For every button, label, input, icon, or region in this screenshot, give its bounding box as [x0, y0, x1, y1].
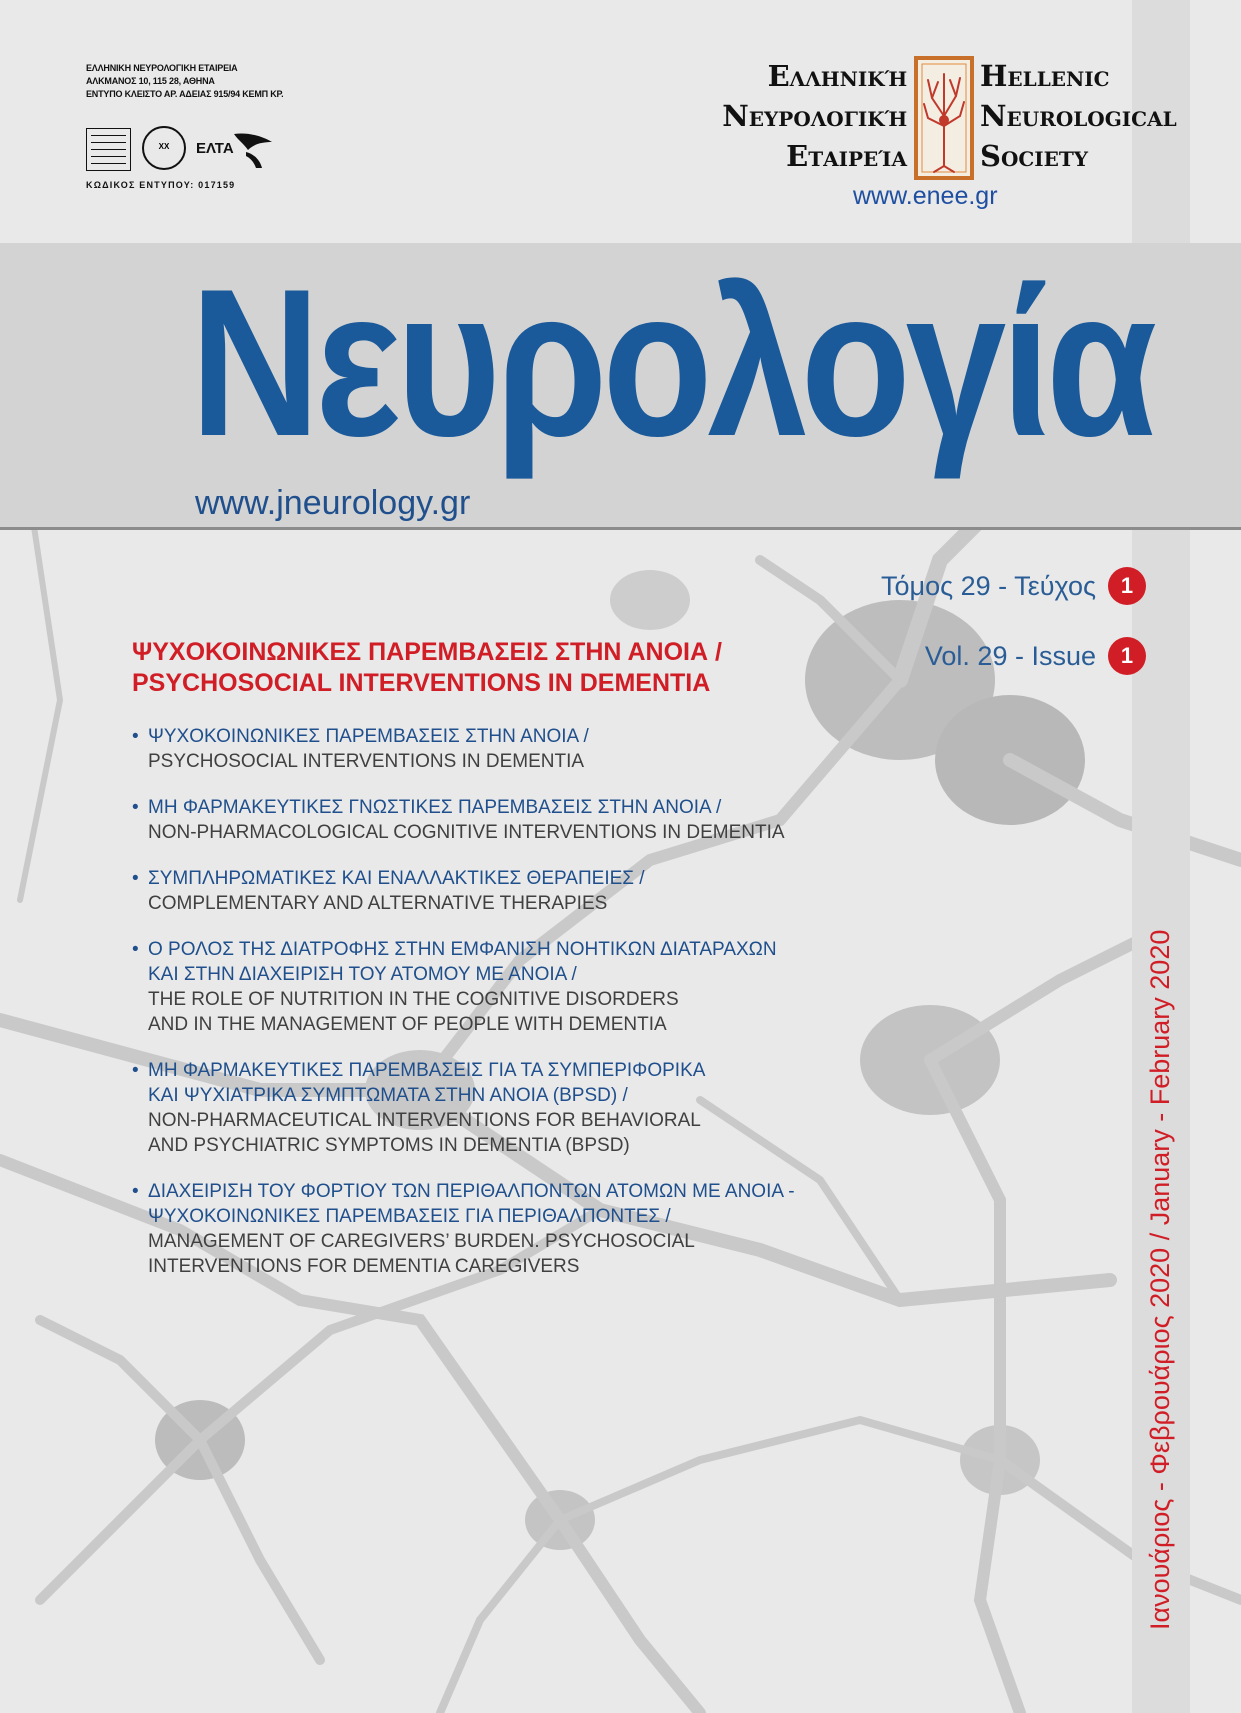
headline-english: PSYCHOSOCIAL INTERVENTIONS IN DEMENTIA [132, 669, 711, 697]
elta-logo [196, 130, 276, 170]
bullet-icon: • [132, 726, 139, 747]
toc-title-greek: ΣΥΜΠΛΗΡΩΜΑΤΙΚΕΣ ΚΑΙ ΕΝΑΛΛΑΚΤΙΚΕΣ ΘΕΡΑΠΕΙΕΣ / [148, 868, 645, 889]
masthead-divider [0, 527, 1241, 530]
society-name-line: Νευρολογική [722, 99, 907, 133]
toc-title-english: MANAGEMENT OF CAREGIVERS’ BURDEN. PSYCHOSOCIAL [148, 1231, 695, 1252]
society-name-english [980, 56, 1177, 176]
print-code: ΚΩΔΙΚΟΣ ΕΝΤΥΠΟΥ: 017159 [86, 180, 236, 190]
journal-title: Νευρολογία [190, 245, 1152, 480]
society-name-greek [722, 56, 907, 176]
toc-title-english: INTERVENTIONS FOR DEMENTIA CAREGIVERS [148, 1256, 580, 1277]
toc-title-english: NON-PHARMACEUTICAL INTERVENTIONS FOR BEHAVIORAL [148, 1110, 701, 1131]
elta-logo-text: ΕΛΤΑ [196, 140, 234, 157]
toc-entry [132, 937, 852, 1037]
bullet-icon: • [132, 797, 139, 818]
toc-entry [132, 1058, 852, 1158]
toc-title-greek: ΚΑΙ ΨΥΧΙΑΤΡΙΚΑ ΣΥΜΠΤΩΜΑΤΑ ΣΤΗΝ ΑΝΟΙΑ (BPSD) / [148, 1085, 628, 1106]
toc-entry [132, 795, 852, 845]
postal-stamps [86, 126, 276, 176]
toc-title-greek: ΚΑΙ ΣΤΗΝ ΔΙΑΧΕΙΡΙΣΗ ΤΟΥ ΑΤΟΜΟΥ ΜΕ ΑΝΟΙΑ / [148, 964, 577, 985]
toc-title-english: NON-PHARMACOLOGICAL COGNITIVE INTERVENTIONS IN DEMENTIA [148, 822, 785, 843]
toc-title-greek: ΔΙΑΧΕΙΡΙΣΗ ΤΟΥ ΦΟΡΤΙΟΥ ΤΩΝ ΠΕΡΙΘΑΛΠΟΝΤΩΝ ΑΤΟΜΩΝ ΜΕ ΑΝΟΙΑ - [148, 1181, 795, 1202]
volume-issue-greek [881, 566, 1146, 606]
society-name-line: Neurological [980, 99, 1177, 133]
toc-title-english: AND PSYCHIATRIC SYMPTOMS IN DEMENTIA (BPSD) [148, 1135, 630, 1156]
round-postmark-icon [142, 126, 186, 170]
society-name-line: Hellenic [980, 59, 1110, 93]
volume-issue-label: Vol. 29 - Issue [924, 640, 1096, 671]
toc-title-greek: ΨΥΧΟΚΟΙΝΩΝΙΚΕΣ ΠΑΡΕΜΒΑΣΕΙΣ ΣΤΗΝ ΑΝΟΙΑ / [148, 726, 589, 747]
postal-line: ΕΛΛΗΝΙΚΗ ΝΕΥΡΟΛΟΓΙΚΗ ΕΤΑΙΡΕΙΑ [86, 63, 238, 73]
toc-title-greek: ΜΗ ΦΑΡΜΑΚΕΥΤΙΚΕΣ ΓΝΩΣΤΙΚΕΣ ΠΑΡΕΜΒΑΣΕΙΣ ΣΤΗΝ ΑΝΟΙΑ / [148, 797, 722, 818]
society-name-line: Εταιρεία [786, 139, 907, 173]
society-name-line: Society [980, 139, 1089, 173]
bullet-icon: • [132, 1060, 139, 1081]
bullet-icon: • [132, 868, 139, 889]
postal-info [86, 62, 286, 101]
toc-title-greek: Ο ΡΟΛΟΣ ΤΗΣ ΔΙΑΤΡΟΦΗΣ ΣΤΗΝ ΕΜΦΑΝΙΣΗ ΝΟΗΤΙΚΩΝ ΔΙΑΤΑΡΑΧΩΝ [148, 939, 777, 960]
journal-url[interactable]: www.jneurology.gr [195, 484, 471, 522]
toc-entry [132, 866, 852, 916]
volume-issue-label: Τόμος 29 - Τεύχος [881, 570, 1096, 601]
toc-title-greek: ΜΗ ΦΑΡΜΑΚΕΥΤΙΚΕΣ ΠΑΡΕΜΒΑΣΕΙΣ ΓΙΑ ΤΑ ΣΥΜΠΕΡΙΦΟΡΙΚΑ [148, 1060, 706, 1081]
toc-title-greek: ΨΥΧΟΚΟΙΝΩΝΙΚΕΣ ΠΑΡΕΜΒΑΣΕΙΣ ΓΙΑ ΠΕΡΙΘΑΛΠΟΝΤΕΣ / [148, 1206, 671, 1227]
toc-title-english: AND IN THE MANAGEMENT OF PEOPLE WITH DEMENTIA [148, 1014, 667, 1035]
issue-theme-headline [132, 637, 722, 699]
headline-greek: ΨΥΧΟΚΟΙΝΩΝΙΚΕΣ ΠΑΡΕΜΒΑΣΕΙΣ ΣΤΗΝ ΑΝΟΙΑ / [132, 638, 722, 666]
postal-line: ΑΛΚΜΑΝΟΣ 10, 115 28, ΑΘΗΝΑ [86, 76, 215, 86]
issue-number-badge: 1 [1108, 567, 1146, 605]
toc-title-english: COMPLEMENTARY AND ALTERNATIVE THERAPIES [148, 893, 608, 914]
elta-bird-icon [196, 130, 276, 170]
bullet-icon: • [132, 939, 139, 960]
toc-title-english: PSYCHOSOCIAL INTERVENTIONS IN DEMENTIA [148, 751, 585, 772]
issue-date-vertical: Ιανουάριος - Φεβρουάριος 2020 / January - February 2020 [1145, 929, 1175, 1630]
society-name-line: Ελληνική [767, 59, 907, 93]
toc-entry [132, 1179, 852, 1279]
postage-paid-stamp-icon [86, 128, 131, 171]
postmark-text: ΧΧ [158, 142, 170, 151]
society-emblem-icon [914, 56, 974, 180]
issue-number-badge: 1 [1108, 637, 1146, 675]
volume-issue-english [925, 636, 1146, 676]
postal-line: ΕΝΤΥΠΟ ΚΛΕΙΣΤΟ ΑΡ. ΑΔΕΙΑΣ 915/94 ΚΕΜΠ ΚΡ. [86, 89, 284, 99]
society-url[interactable]: www.enee.gr [853, 182, 998, 210]
table-of-contents [132, 724, 852, 1300]
toc-entry [132, 724, 852, 774]
toc-title-english: THE ROLE OF NUTRITION IN THE COGNITIVE DISORDERS [148, 989, 679, 1010]
bullet-icon: • [132, 1181, 139, 1202]
